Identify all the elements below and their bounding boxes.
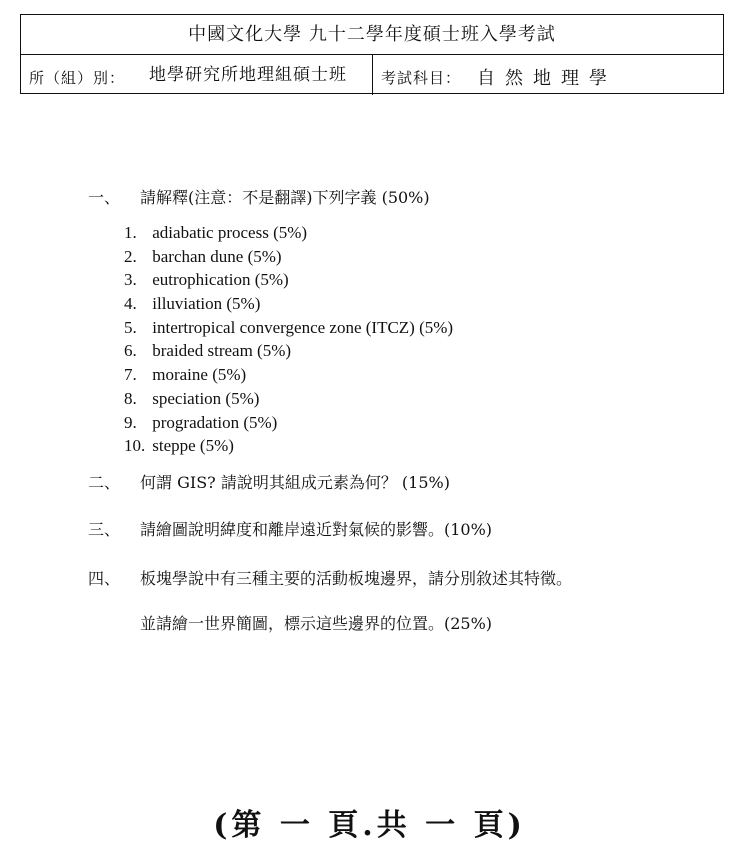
page-indicator: (第 一 頁.共 一 頁) (213, 808, 526, 843)
term-text: adiabatic process (5%) (152, 223, 308, 242)
department-label: 所（組）別： (29, 69, 126, 87)
term-text: steppe (5%) (152, 436, 234, 456)
list-item (124, 245, 453, 269)
question-4-text-line2: 並請繪一世界簡圖，標示這些邊界的位置。(25%) (140, 614, 493, 633)
term-text: barchan dune (5%) (152, 246, 282, 266)
question-1-text: 請解釋(注意：不是翻譯)下列字義 (50%) (140, 188, 430, 207)
subject-cell (373, 55, 725, 95)
list-item (124, 316, 453, 340)
list-item (124, 292, 453, 316)
list-item (124, 411, 453, 435)
exam-title: 中國文化大學 九十二學年度碩士班入學考試 (21, 15, 723, 55)
question-4-text-line1: 板塊學說中有三種主要的活動板塊邊界，請分別敘述其特徵。 (140, 569, 573, 588)
question-2-number: 二、 (88, 473, 121, 492)
question-2-text: 何謂 GIS? 請說明其組成元素為何？ (15%) (140, 473, 450, 492)
department-value: 地學研究所地理組碩士班 (149, 65, 347, 85)
term-number: 3. (124, 270, 137, 290)
term-number: 2. (124, 246, 137, 266)
term-text: progradation (5%) (152, 412, 278, 432)
list-item (124, 221, 453, 245)
subject-label: 考試科目： (381, 69, 462, 87)
term-text: braided stream (5%) (152, 341, 292, 361)
list-item (124, 363, 453, 387)
list-item (124, 434, 453, 458)
list-item (124, 387, 453, 411)
question-4-number: 四、 (88, 569, 121, 588)
term-list (124, 221, 453, 458)
term-text: speciation (5%) (152, 388, 260, 408)
subject-value: 自然地理學 (477, 68, 617, 89)
term-number: 7. (124, 365, 137, 385)
term-number: 10. (124, 436, 146, 456)
department-cell (21, 55, 373, 95)
question-3-text: 請繪圖說明緯度和離岸遠近對氣候的影響。(10%) (140, 520, 493, 539)
term-text: eutrophication (5%) (152, 270, 289, 290)
question-3-number: 三、 (88, 520, 121, 539)
exam-header (20, 14, 724, 94)
term-text: illuviation (5%) (152, 294, 261, 314)
term-number: 9. (124, 412, 137, 432)
term-number: 6. (124, 341, 137, 361)
term-number: 5. (124, 317, 137, 337)
term-number: 1. (124, 223, 137, 242)
header-info-row (21, 55, 723, 95)
term-text: moraine (5%) (152, 365, 247, 385)
question-1-number: 一、 (88, 188, 121, 207)
term-number: 4. (124, 294, 137, 314)
term-number: 8. (124, 388, 137, 408)
list-item (124, 339, 453, 363)
term-text: intertropical convergence zone (ITCZ) (5%) (152, 317, 454, 337)
list-item (124, 268, 453, 292)
